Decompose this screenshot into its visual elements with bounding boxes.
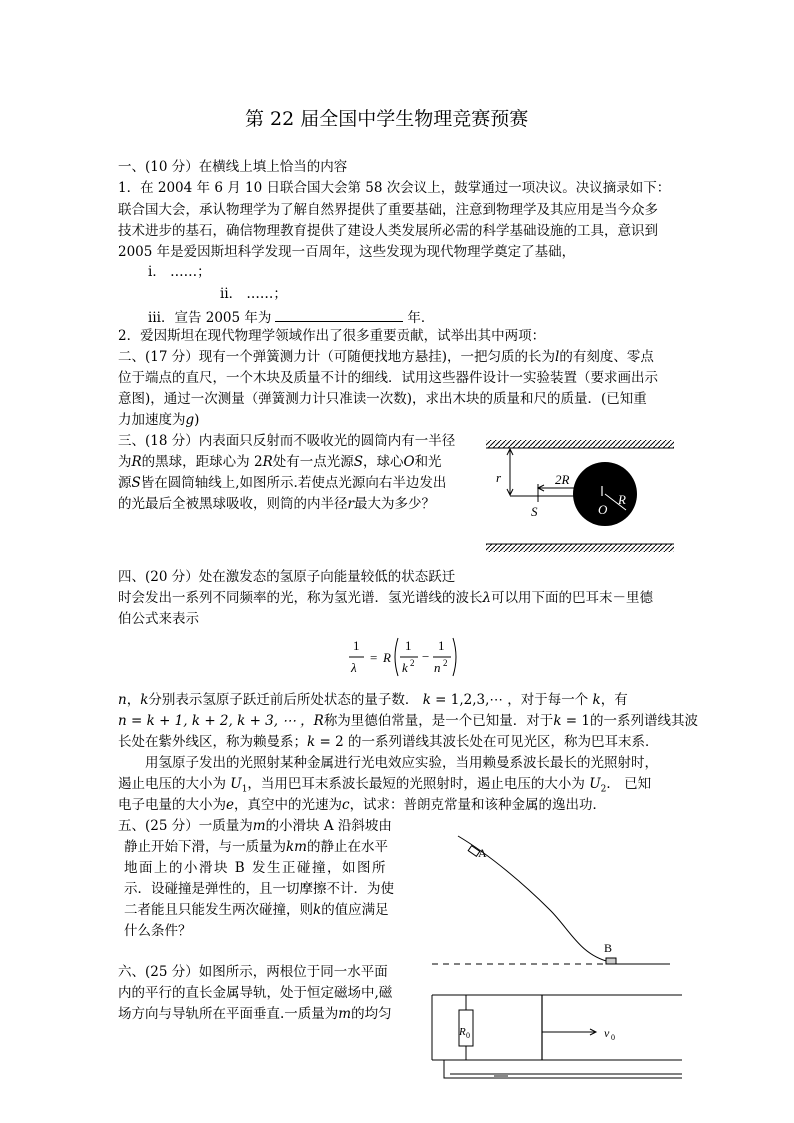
label-S: S (531, 504, 538, 519)
q1-item-iii-text: ⅲ．宣告 2005 年为 (148, 310, 272, 326)
svg-text:R: R (459, 1026, 466, 1038)
q1-item-iii (148, 309, 434, 326)
q4-line: 遏止电压的大小为 $U_1$，当用巴耳末系波长最短的光照射时，遏止电压的大小为 $U_2$． 已知 (118, 776, 652, 795)
q6-line: 六、(25 分）如图所示，两根位于同一水平面 (118, 964, 388, 980)
svg-text:λ: λ (351, 660, 357, 675)
svg-text:2: 2 (410, 658, 415, 668)
q2-line: 意图)，通过一次测量（弹簧测力计只准读一次数)，求出木块的质量和尺的质量．(已知重 (118, 391, 647, 407)
q1-item-ii: ⅱ． ……； (220, 286, 287, 302)
q5-line: 示．设碰撞是弹性的，且一切摩擦不计．为使 (124, 881, 394, 897)
q1-part2: 2．爱因斯坦在现代物理学领域作出了很多重要贡献，试举出其中两项： (118, 328, 546, 344)
svg-text:=: = (370, 650, 378, 665)
q5-line: 五、(25 分）一质量为m的小滑块 A 沿斜坡由 (118, 818, 392, 834)
q5-line: 二者能且只能发生两次碰撞，则k的值应满足 (124, 902, 389, 918)
q5-line: 地面上的小滑块 B 发生正碰撞，如图所 (124, 860, 388, 876)
q1-item-iii-end: 年． (407, 310, 435, 326)
q2-line: 位于端点的直尺，一个木块及质量不计的细线．试用这些器件设计一实验装置（要求画出示 (118, 370, 658, 386)
svg-text:−: − (422, 649, 430, 664)
q5-line: 什么条件？ (124, 923, 192, 939)
q4-line: 四、(20 分）处在激发态的氢原子向能量较低的状态跃迁 (118, 569, 456, 585)
svg-text:0: 0 (466, 1031, 470, 1040)
q4-line: 长处在紫外线区，称为赖曼系；k = 2 的一系列谱线其波长处在可见光区，称为巴耳末系． (118, 734, 659, 750)
label-r: r (496, 470, 502, 485)
answer-blank[interactable] (275, 309, 403, 322)
q1-line: 联合国大会，承认物理学为了解自然界提供了重要基础，注意到物理学及其应用是当今众多 (118, 202, 658, 218)
q1-item-i: ⅰ． ……； (148, 264, 211, 280)
q6-line: 场方向与导轨所在平面垂直.一质量为m的均匀 (118, 1006, 392, 1022)
label-B: B (604, 941, 613, 955)
svg-text:R: R (383, 650, 391, 665)
q4-line: 时会发出一系列不同频率的光，称为氢光谱．氢光谱线的波长λ可以用下面的巴耳末－里德 (118, 590, 654, 606)
rydberg-formula (340, 632, 460, 682)
q3-figure (480, 436, 680, 560)
svg-text:1: 1 (353, 638, 360, 653)
q5-figure (430, 830, 675, 972)
q4-line: n = k + 1, k + 2, k + 3, ⋯ ，R称为里德伯常量，是一个已知量．对于k = 1的一系列谱线其波 (118, 713, 698, 729)
q4-line: n，k分别表示氢原子跃迁前后所处状态的量子数． k = 1,2,3,⋯ ，对于每一个 k，有 (118, 692, 628, 708)
q6-figure (430, 990, 685, 1085)
page-title: 第 22 届全国中学生物理竞赛预赛 (245, 108, 529, 130)
q5-line: 静止开始下滑，与一质量为km的静止在水平 (124, 839, 388, 855)
label-O: O (598, 502, 608, 517)
q1-heading: 一、(10 分）在横线上填上恰当的内容 (118, 159, 348, 175)
q3-line: 源S皆在圆筒轴线上,如图所示.若使点光源向右半边发出 (118, 475, 447, 491)
svg-text:v: v (604, 1026, 610, 1040)
q2-line: 二、(17 分）现有一个弹簧测力计（可随便找地方悬挂)，一把匀质的长为l的有刻度、零点 (118, 349, 654, 365)
cylinder-wall-bottom (486, 544, 674, 552)
svg-text:2: 2 (443, 658, 448, 668)
svg-text:n: n (434, 660, 441, 675)
svg-text:0: 0 (611, 1033, 615, 1042)
q4-line: 伯公式来表示 (118, 611, 199, 627)
q4-line: 电子电量的大小为e，真空中的光速为c，试求：普朗克常量和该种金属的逸出功． (118, 797, 607, 813)
q3-line: 三、(18 分）内表面只反射而不吸收光的圆筒内有一半径 (118, 433, 456, 449)
q4-line: 用氢原子发出的光照射某种金属进行光电效应实验，当用赖曼系波长最长的光照射时， (145, 755, 658, 771)
label-R: R (618, 492, 626, 507)
label-2R: 2R (555, 472, 570, 487)
svg-text:1: 1 (405, 638, 412, 653)
svg-text:1: 1 (438, 638, 445, 653)
q3-line: 为R的黑球，距球心为 2R处有一点光源S，球心O和光 (118, 454, 442, 470)
q6-line: 内的平行的直长金属导轨，处于恒定磁场中,磁 (118, 985, 393, 1001)
q3-line: 的光最后全被黑球吸收，则筒的内半径r最大为多少？ (118, 496, 435, 512)
block-B (606, 958, 616, 964)
q1-line: 技术进步的基石，确信物理教育提供了建设人类发展所必需的科学基础设施的工具，意识到 (118, 223, 658, 239)
cylinder-wall-top (486, 440, 674, 448)
label-A: A (478, 846, 487, 860)
svg-text:k: k (402, 660, 408, 675)
q2-line: 力加速度为g) (118, 412, 200, 428)
q1-line: 2005 年是爱因斯坦科学发现一百周年，这些发现为现代物理学奠定了基础， (118, 244, 576, 260)
q1-line: 1．在 2004 年 6 月 10 日联合国大会第 58 次会议上，鼓掌通过一项决议。决议摘录如下： (118, 180, 671, 196)
